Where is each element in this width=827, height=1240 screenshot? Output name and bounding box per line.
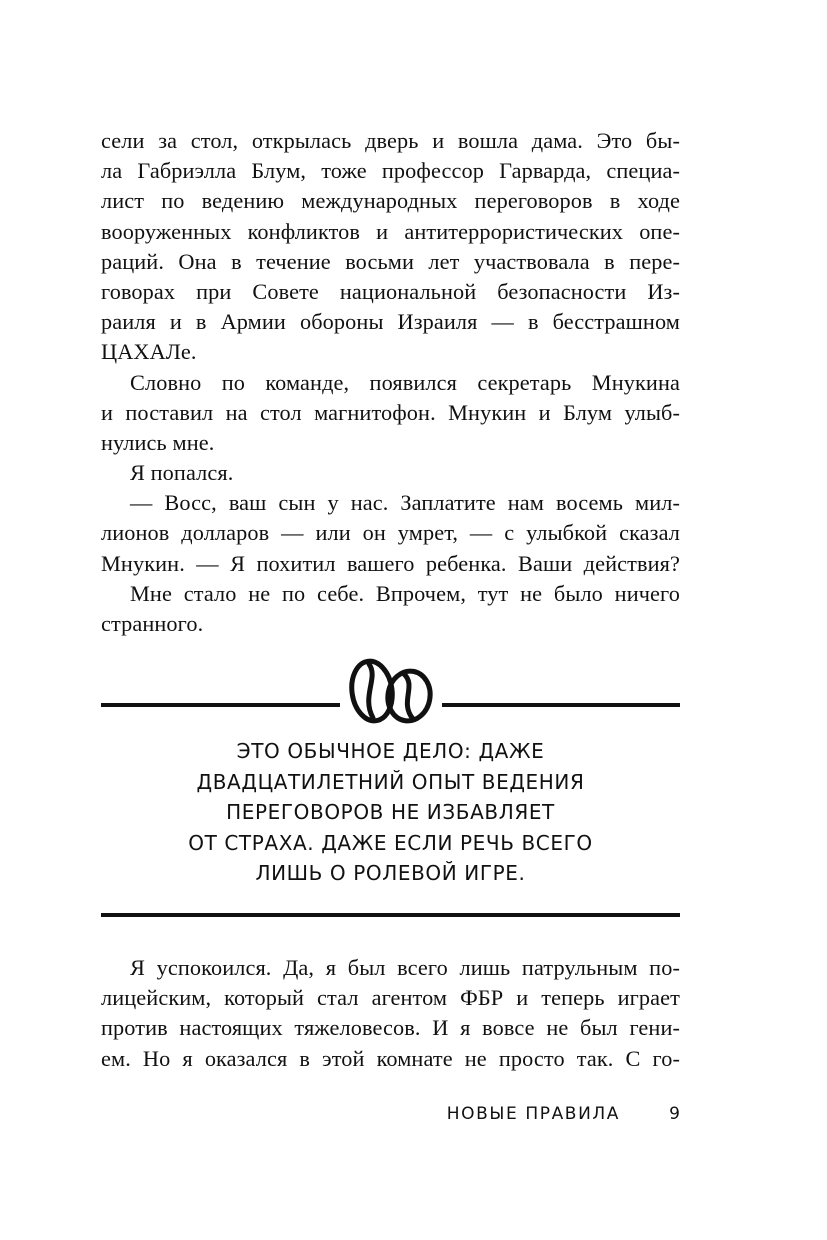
text-line: раций. Она в течение восьми лет участвовала в пере-	[101, 248, 680, 274]
callout-line: ОТ СТРАХА. ДАЖЕ ЕСЛИ РЕЧЬ ВСЕГО	[188, 830, 593, 855]
text-line: говорах при Совете национальной безопасности Из-	[101, 278, 680, 304]
text-line: — Восс, ваш сын у нас. Заплатите нам восемь мил-	[130, 490, 680, 516]
divider-rule-left	[101, 703, 340, 707]
callout-quote	[101, 736, 680, 889]
callout-line: ПЕРЕГОВОРОВ НЕ ИЗБАВЛЯЕТ	[226, 800, 555, 824]
text-line: нулись мне.	[101, 429, 215, 455]
callout-line: ЭТО ОБЫЧНОЕ ДЕЛО: ДАЖЕ	[236, 739, 545, 763]
text-line: и поставил на стол магнитофон. Мнукин и Блум улыб-	[101, 399, 680, 425]
callout-line: ЛИШЬ О РОЛЕВОЙ ИГРЕ.	[255, 861, 526, 885]
coffee-beans-icon	[347, 656, 435, 726]
bottom-text-block	[101, 953, 680, 1074]
text-line: против настоящих тяжеловесов. И я вовсе не был гени-	[101, 1015, 680, 1041]
text-line: ЦАХАЛе.	[101, 339, 197, 365]
divider-rule-right	[442, 703, 680, 707]
callout-divider-top	[101, 654, 680, 729]
text-line: странного.	[101, 611, 204, 636]
callout-divider-bottom	[101, 913, 680, 917]
page-footer	[101, 1104, 680, 1130]
text-line: лионов долларов — или он умрет, — с улыбкой сказал	[101, 520, 680, 546]
callout-line: ДВАДЦАТИЛЕТНИЙ ОПЫТ ВЕДЕНИЯ	[196, 769, 585, 794]
text-line: ем. Но я оказался в этой комнате не просто так. С го-	[101, 1045, 680, 1071]
text-line: Я попался.	[130, 460, 234, 486]
text-line: лицейским, который стал агентом ФБР и теперь играет	[101, 985, 680, 1011]
text-line: Мнукин. — Я похитил вашего ребенка. Ваши действия?	[101, 550, 680, 576]
text-line: ла Габриэлла Блум, тоже профессор Гарварда, специа-	[101, 158, 680, 184]
text-line: раиля и в Армии обороны Израиля — в бесстрашном	[101, 309, 680, 335]
running-head: НОВЫЕ ПРАВИЛА	[446, 1104, 620, 1124]
text-line: Мне стало не по себе. Впрочем, тут не было ничего	[130, 580, 680, 606]
text-line: Словно по команде, появился секретарь Мнукина	[130, 369, 680, 395]
text-line: вооруженных конфликтов и антитеррористических опе-	[101, 218, 680, 244]
text-line: лист по ведению международных переговоров в ходе	[101, 188, 680, 214]
text-line: Я успокоился. Да, я был всего лишь патрульным по-	[130, 955, 680, 980]
top-text-block	[101, 126, 680, 639]
text-line: сели за стол, открылась дверь и вошла дама. Это бы-	[101, 128, 680, 153]
page-number: 9	[669, 1104, 680, 1124]
